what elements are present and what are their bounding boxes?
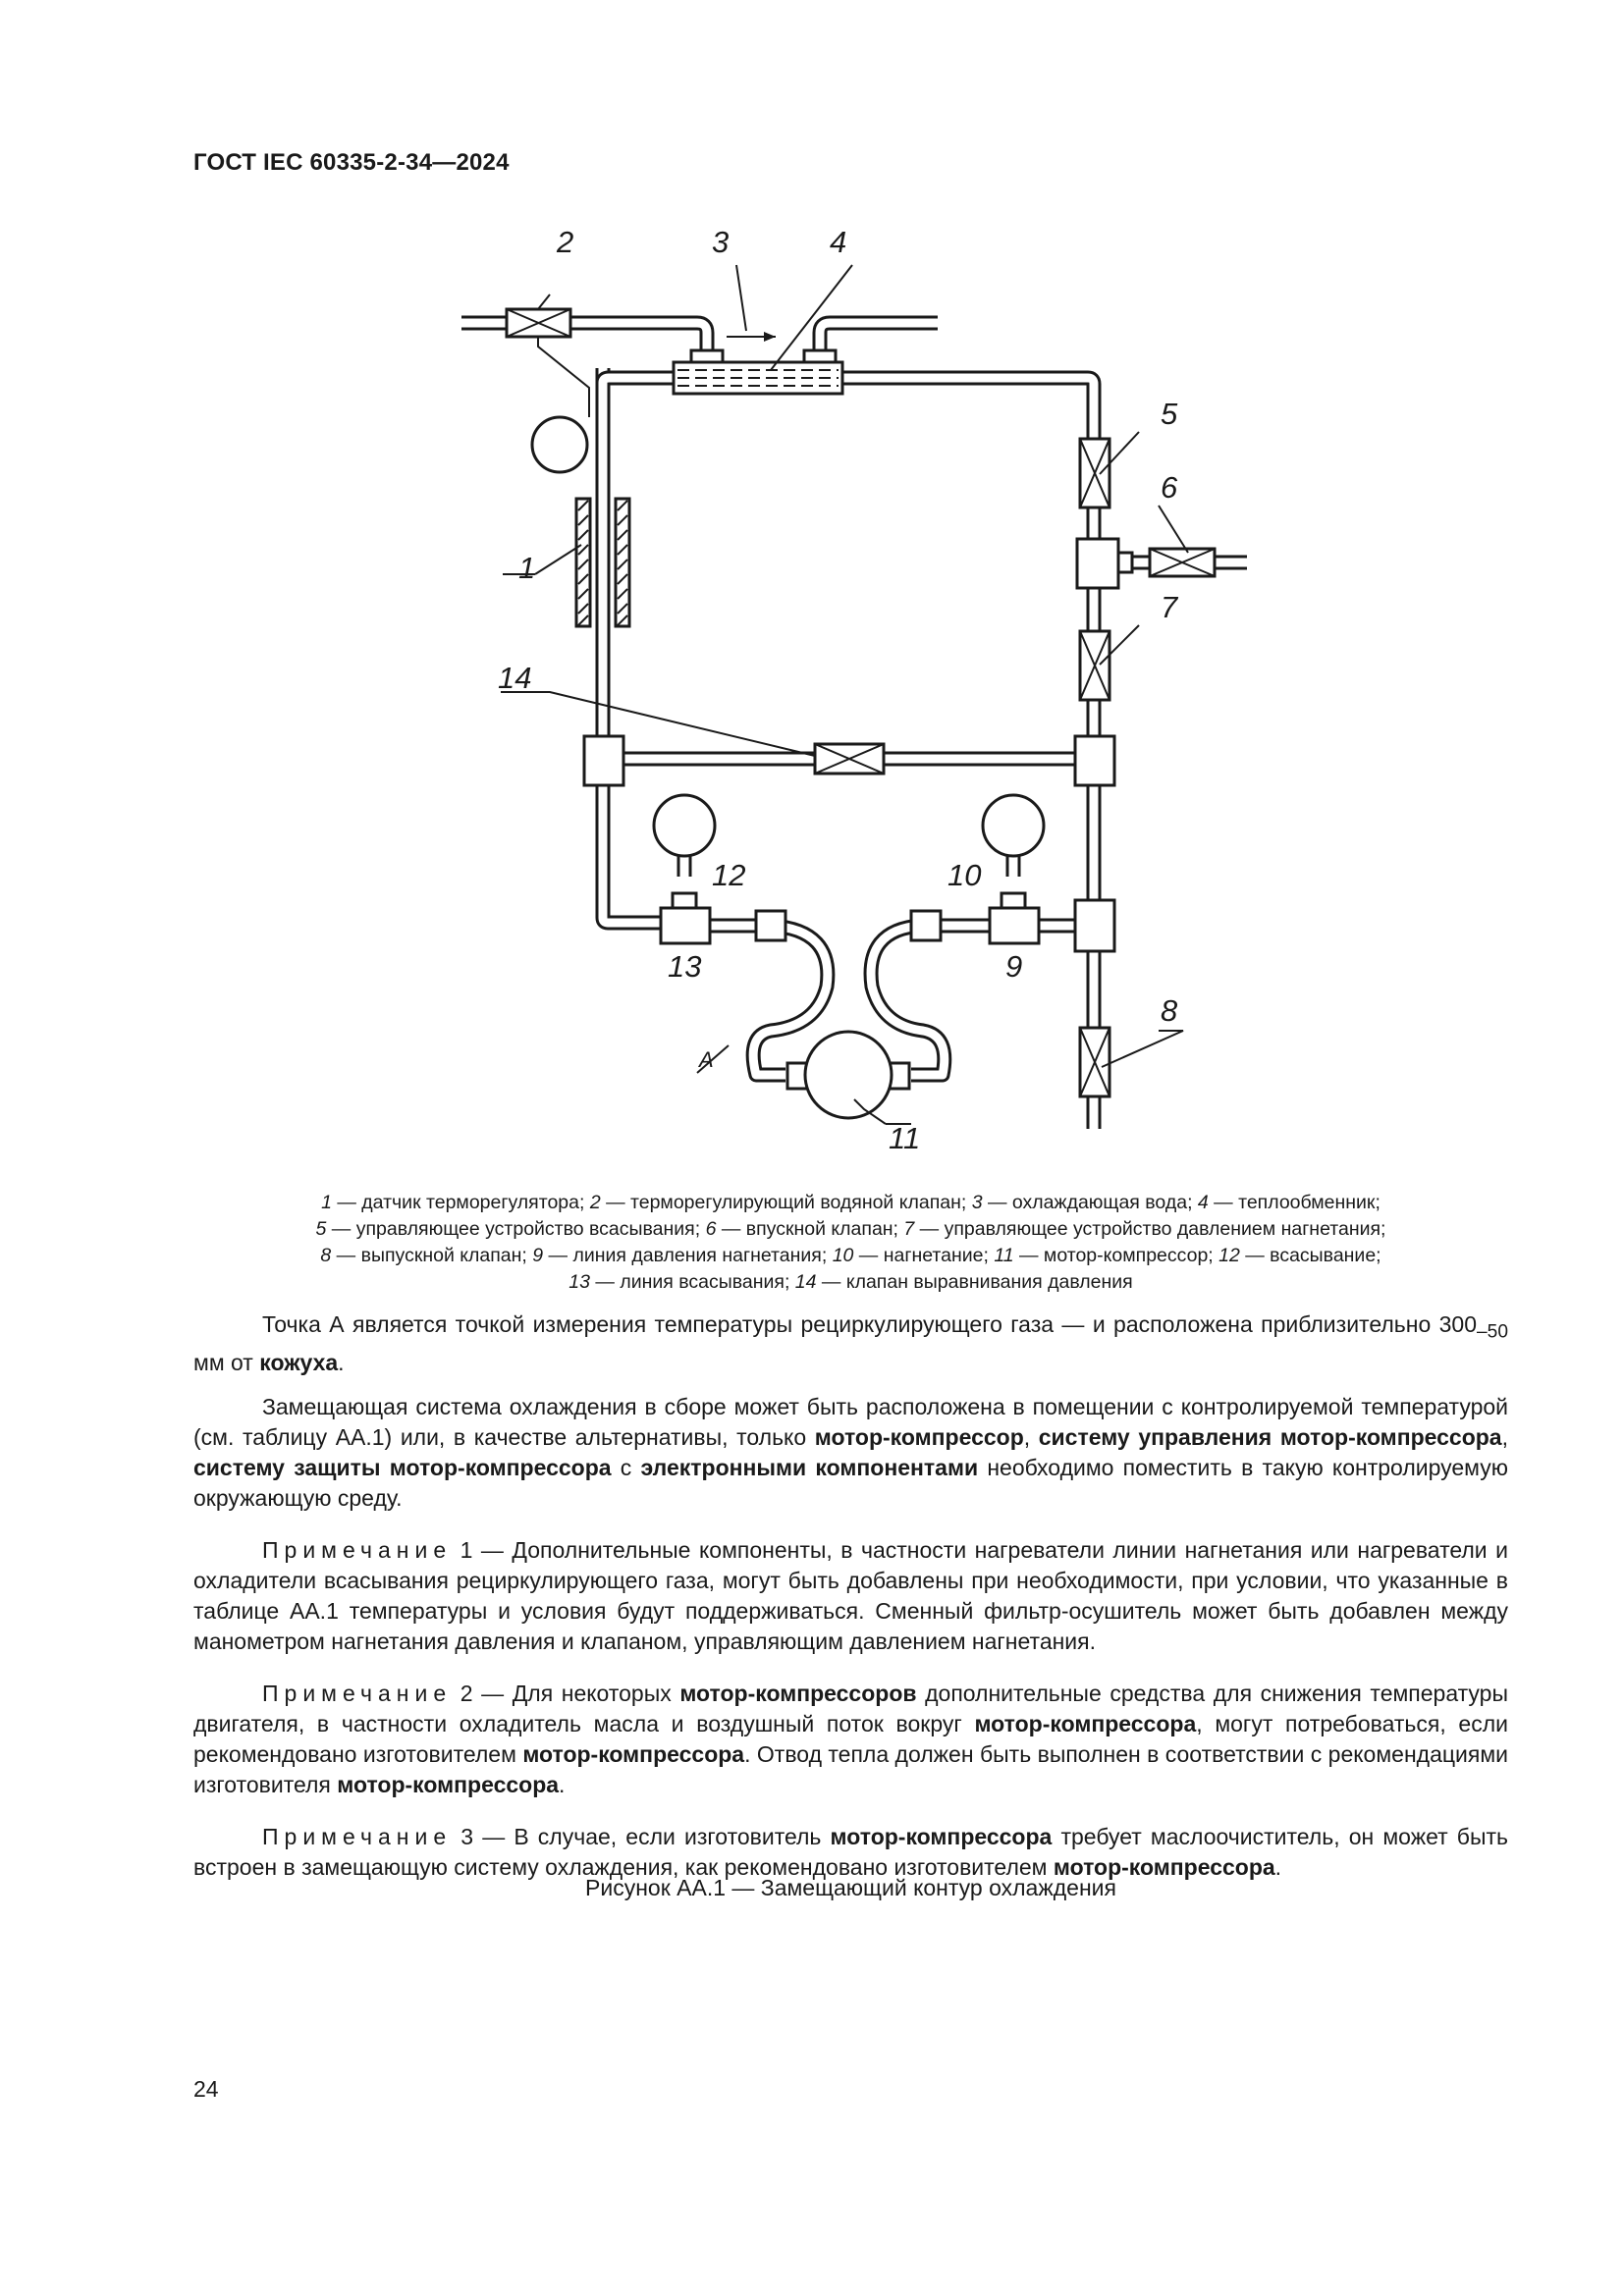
legend-line: 13 — линия всасывания; 14 — клапан выравнивания давления [568, 1271, 1133, 1293]
callout-10: 10 [947, 858, 982, 892]
callout-13: 13 [668, 949, 702, 984]
callout-6: 6 [1161, 470, 1178, 505]
water-valve [507, 309, 589, 472]
discharge-control-valve [1080, 631, 1110, 700]
page-number: 24 [193, 2076, 219, 2102]
paragraph-system-location: Замещающая система охлаждения в сборе может быть расположена в помещении с контролируемой температурой (см. таблицу АА.1) или, в качестве альтернативы, только мотор-компрессор, систему управления мотор-компрессора, систему защиты мотор-компрессора с электронными компонентами необходимо поместить в такую контролируемую окружающую среду. [193, 1393, 1508, 1511]
suction-control-valve [1080, 439, 1110, 507]
callout-11: 11 [889, 1121, 921, 1155]
callout-7: 7 [1161, 590, 1178, 624]
note-3: Примечание 3 — В случае, если изготовитель мотор-компрессора требует маслоочиститель, он может быть встроен в замещающую систему охлаждения, как рекомендовано изготовителем мотор-компрессора. [193, 1823, 1508, 1880]
callout-4: 4 [830, 225, 847, 259]
document-header: ГОСТ IEC 60335-2-34—2024 [193, 149, 510, 176]
note-2: Примечание 2 — Для некоторых мотор-компрессоров дополнительные средства для снижения температуры двигателя, в частности охладитель масла и воздушный поток вокруг мотор-компрессора, могут потребоваться, если рекомендовано изготовителем мотор-компрессора. Отвод тепла должен быть выполнен в соответствии с рекомендациями изготовителя мотор-компрессора. [193, 1680, 1508, 1797]
legend-line: 8 — выпускной клапан; 9 — линия давления нагнетания; 10 — нагнетание; 11 — мотор-компрессор; 12 — всасывание; [320, 1245, 1381, 1266]
figure-caption: Рисунок АА.1 — Замещающий контур охлаждения [585, 1875, 1116, 1900]
callout-9: 9 [1005, 949, 1023, 984]
paragraph-point-a: Точка А является точкой измерения температуры рециркулирующего газа — и расположена приблизительно $300_{-50}$ мм от кожуха. [193, 1311, 1508, 1375]
tee-left [584, 736, 623, 785]
outlet-valve [1080, 1028, 1110, 1096]
callout-8: 8 [1161, 993, 1178, 1028]
tee-discharge [1075, 900, 1114, 951]
note-1: Примечание 1 — Дополнительные компоненты, в частности нагреватели линии нагнетания или нагреватели и охладители всасывания рециркулирующего газа, могут быть добавлены при необходимости, при условии, что указанные в таблице АА.1 температуры и условия будут поддерживаться. Сменный фильтр-осушитель может быть добавлен между манометром нагнетания давления и клапаном, управляющим давлением нагнетания. [193, 1536, 1508, 1654]
callout-point-a: A [699, 1047, 714, 1072]
callout-14: 14 [498, 661, 532, 695]
callout-5: 5 [1161, 397, 1178, 431]
motor-compressor [787, 1032, 909, 1118]
callout-1: 1 [518, 551, 536, 585]
legend-line: 1 — датчик терморегулятора; 2 — терморегулирующий водяной клапан; 3 — охлаждающая вода; 4 — теплообменник; [321, 1192, 1380, 1213]
tee-right [1075, 736, 1114, 785]
cooling-circuit-figure [432, 221, 1276, 1163]
pressure-equalizing-valve [815, 744, 884, 774]
body-text [193, 1309, 1508, 1896]
callout-3: 3 [712, 225, 730, 259]
callout-12: 12 [712, 858, 746, 892]
legend-line: 5 — управляющее устройство всасывания; 6 — впускной клапан; 7 — управляющее устройство давлением нагнетания; [315, 1218, 1386, 1240]
figure-legend [193, 1190, 1508, 1296]
callout-2: 2 [557, 225, 574, 259]
